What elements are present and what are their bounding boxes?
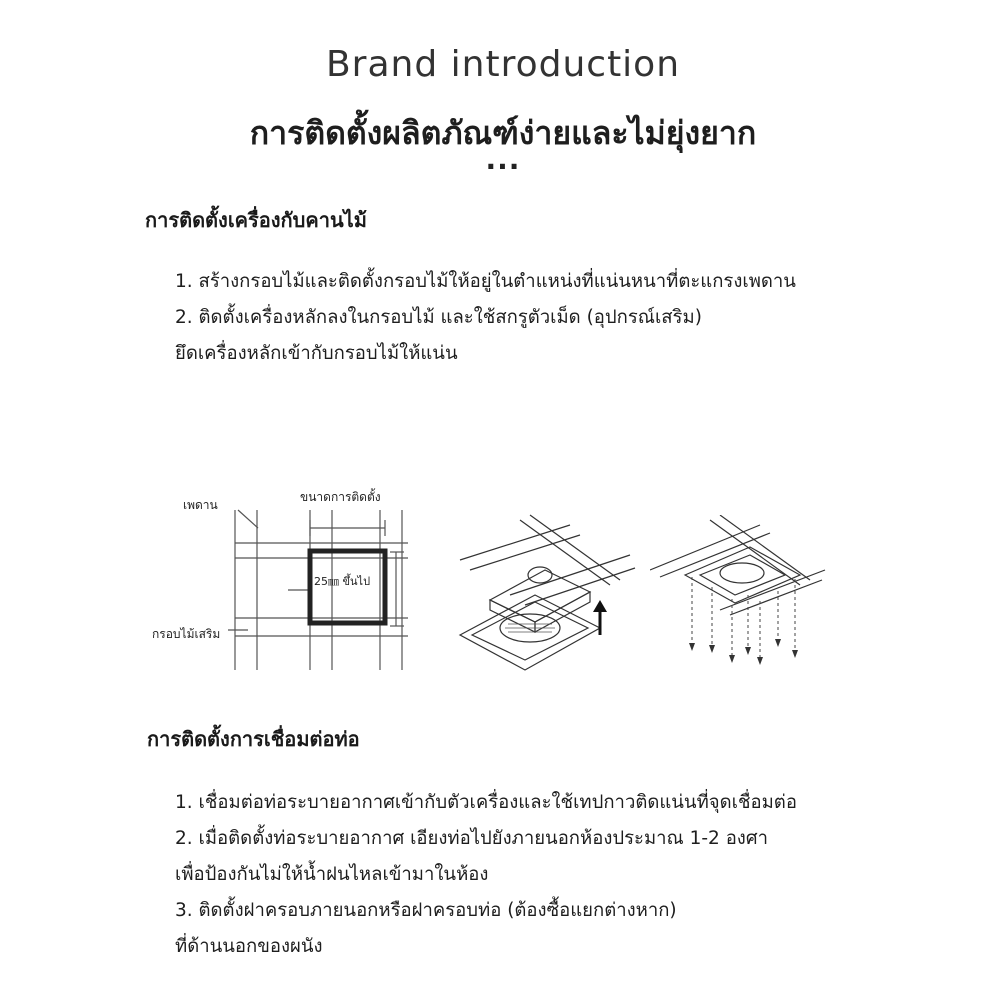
label-ceiling: เพดาน <box>183 498 218 512</box>
label-install-size: ขนาดการติดตั้ง <box>300 490 381 504</box>
section1-line-2: 2. ติดตั้งเครื่องหลักลงในกรอบไม้ และใช้สกรูตัวเม็ด (อุปกรณ์เสริม) <box>175 307 702 328</box>
section1-line-3: ยึดเครื่องหลักเข้ากับกรอบไม้ให้แน่น <box>175 343 458 364</box>
section2-line-1: 1. เชื่อมต่อท่อระบายอากาศเข้ากับตัวเครื่องและใช้เทปกาวติดแน่นที่จุดเชื่อมต่อ <box>175 792 797 813</box>
section2-line-2: 2. เมื่อติดตั้งท่อระบายอากาศ เอียงท่อไปยังภายนอกห้องประมาณ 1-2 องศา <box>175 828 768 849</box>
arrow-up-icon <box>593 600 607 635</box>
screw-mount-diagram <box>650 515 830 670</box>
page-title-en: Brand introduction <box>325 44 681 85</box>
section2-body <box>175 785 797 965</box>
page-title-th: การติดตั้งผลิตภัณฑ์ง่ายและไม่ยุ่งยาก <box>249 114 757 152</box>
label-extra-frame: กรอบไม้เสริม <box>152 627 221 641</box>
section2-line-4: 3. ติดตั้งฝาครอบภายนอกหรือฝาครอบท่อ (ต้องซื้อแยกต่างหาก) <box>175 900 677 921</box>
section2-line-5: ที่ด้านนอกของผนัง <box>175 936 323 957</box>
separator-dots: ··· <box>485 150 521 183</box>
section1-line-1: 1. สร้างกรอบไม้และติดตั้งกรอบไม้ให้อยู่ในตำแหน่งที่แน่นหนาที่ตะแกรงเพดาน <box>175 271 796 292</box>
section1-body <box>175 264 796 372</box>
section2-line-3: เพื่อป้องกันไม่ให้น้ำฝนไหลเข้ามาในห้อง <box>175 864 489 885</box>
section2-heading: การติดตั้งการเชื่อมต่อท่อ <box>147 727 360 751</box>
section1-heading: การติดตั้งเครื่องกับคานไม้ <box>145 208 367 232</box>
label-25mm: 25㎜ ขึ้นไป <box>314 575 371 588</box>
unit-insert-diagram <box>450 510 640 680</box>
screw-icons <box>689 639 798 665</box>
